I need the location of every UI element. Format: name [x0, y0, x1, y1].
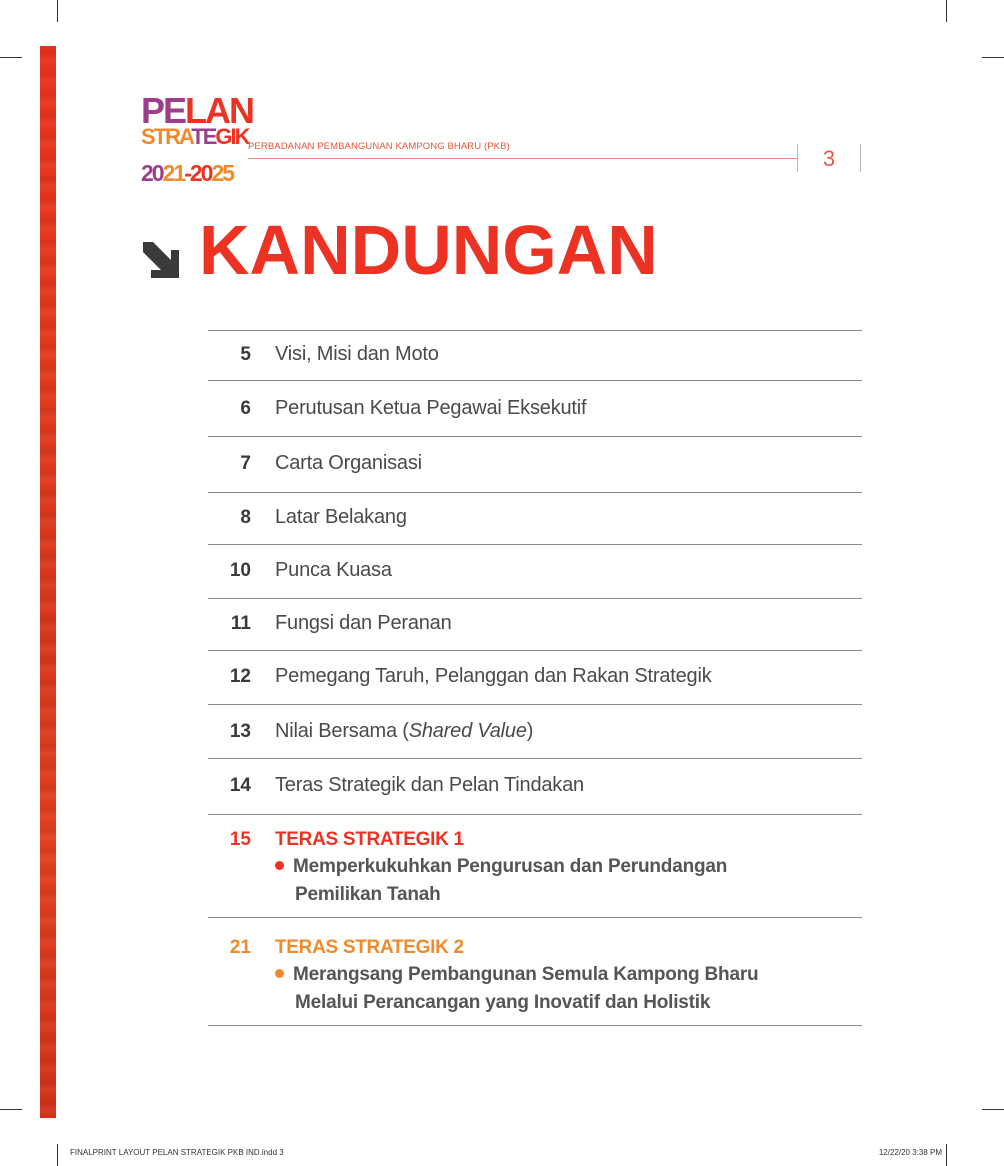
toc-row[interactable] [208, 651, 862, 704]
print-slug-filename: FINALPRINT LAYOUT PELAN STRATEGIK PKB IND.indd 3 [70, 1148, 284, 1157]
logo-line-strategik [141, 126, 249, 148]
logo-text: 25 [211, 160, 234, 186]
bullet-icon [275, 861, 284, 870]
toc-page-number: 12 [229, 666, 251, 687]
toc-row[interactable] [208, 437, 862, 492]
print-slug-timestamp: 12/22/20 3:38 PM [878, 1148, 942, 1157]
arrow-down-right-icon [141, 240, 181, 280]
teras-heading: TERAS STRATEGIK 1 [275, 829, 464, 850]
toc-label [275, 720, 533, 743]
teras-line: Merangsang Pembangunan Semula Kampong Bharu [293, 964, 759, 985]
toc-label: Visi, Misi dan Moto [275, 343, 439, 365]
logo-text: -20 [184, 160, 212, 186]
teras-description [275, 961, 758, 1017]
toc-row[interactable] [208, 381, 862, 436]
toc-row-teras-1[interactable] [208, 815, 862, 917]
toc-label: Latar Belakang [275, 506, 407, 528]
header-divider [248, 158, 798, 159]
crop-mark [982, 1109, 1004, 1110]
page-title: KANDUNGAN [199, 211, 658, 289]
toc-row[interactable] [208, 331, 862, 380]
toc-divider [208, 1025, 862, 1026]
toc-label: Perutusan Ketua Pegawai Eksekutif [275, 397, 587, 419]
crop-mark [0, 1109, 22, 1110]
toc-page-number: 6 [240, 398, 251, 419]
toc-label: Pemegang Taruh, Pelanggan dan Rakan Strategik [275, 665, 712, 687]
toc-label-italic: Shared Value [408, 720, 527, 742]
toc-page-number: 11 [230, 613, 251, 634]
crop-mark [946, 1144, 947, 1166]
organization-name: PERBADANAN PEMBANGUNAN KAMPONG BHARU (PKB) [248, 141, 510, 152]
logo-line-years [141, 161, 233, 185]
bullet-icon [275, 969, 284, 978]
crop-mark [0, 57, 22, 58]
toc-page-number: 14 [229, 775, 251, 796]
toc-page-number: 15 [229, 829, 251, 850]
toc-label: Teras Strategik dan Pelan Tindakan [275, 774, 584, 796]
teras-heading: TERAS STRATEGIK 2 [275, 937, 464, 958]
toc-page-number: 21 [229, 937, 251, 958]
toc-label-part: ) [526, 720, 534, 742]
toc-label-part: Nilai Bersama ( [275, 720, 409, 742]
toc-page-number: 5 [240, 344, 251, 365]
logo-text: 21 [162, 160, 185, 186]
crop-mark [982, 57, 1004, 58]
toc-page-number: 7 [240, 453, 251, 474]
logo-text: PE [141, 90, 186, 131]
red-side-strip [40, 46, 56, 1118]
toc-page-number: 8 [240, 507, 251, 528]
teras-description [275, 853, 727, 909]
toc-row-teras-2[interactable] [208, 918, 862, 1025]
toc-label: Punca Kuasa [275, 559, 392, 581]
toc-row[interactable] [208, 493, 862, 544]
toc-row[interactable] [208, 759, 862, 814]
crop-mark [57, 0, 58, 22]
teras-line: Pemilikan Tanah [295, 884, 441, 905]
page-number: 3 [822, 146, 836, 171]
logo-text: GIK [215, 124, 249, 149]
page-number-bar [860, 144, 861, 172]
toc-page-number: 10 [229, 560, 251, 581]
toc-row[interactable] [208, 599, 862, 650]
teras-line: Melalui Perancangan yang Inovatif dan Holistik [295, 992, 711, 1013]
toc-label: Carta Organisasi [275, 452, 422, 474]
crop-mark [57, 1144, 58, 1166]
toc-label: Fungsi dan Peranan [275, 612, 452, 634]
logo-text: LAN [185, 90, 254, 131]
logo-text: STRA [141, 124, 192, 149]
teras-line: Memperkukuhkan Pengurusan dan Perundangan [293, 856, 728, 877]
logo-text: 20 [141, 160, 163, 186]
crop-mark [946, 0, 947, 22]
toc-page-number: 13 [229, 721, 251, 742]
logo-text: TE [191, 124, 216, 149]
table-of-contents [208, 330, 862, 1026]
toc-row[interactable] [208, 705, 862, 758]
toc-row[interactable] [208, 545, 862, 598]
